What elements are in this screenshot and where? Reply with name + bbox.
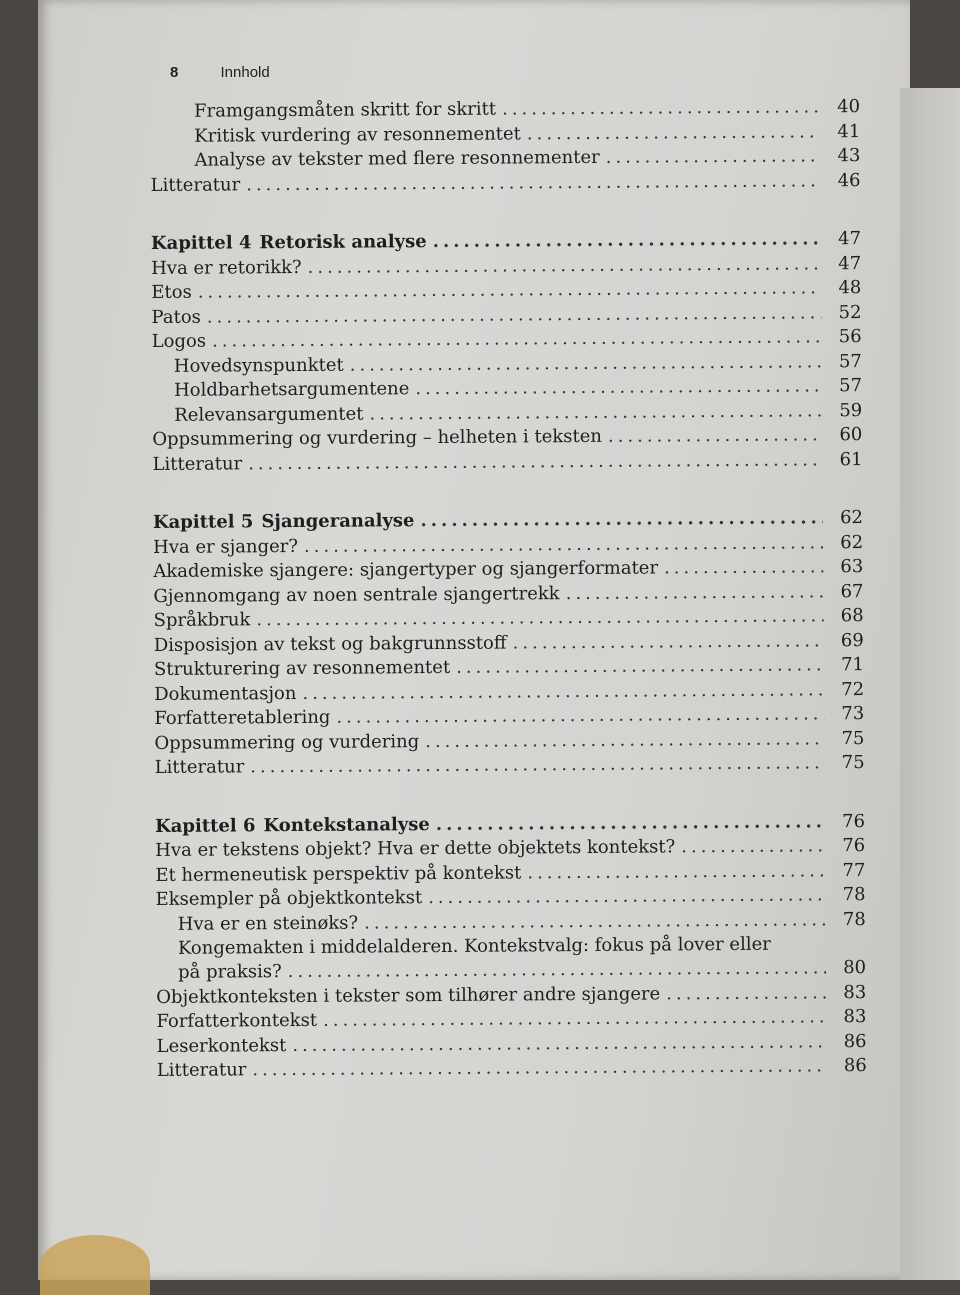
dot-leader	[308, 252, 822, 280]
entry-title: Litteratur	[152, 452, 243, 475]
toc-entry-row	[155, 751, 865, 780]
toc-entry-row	[157, 1054, 867, 1083]
entry-page-number: 71	[840, 654, 865, 676]
table-of-contents	[150, 95, 867, 1083]
chapter-name: Sjangeranalyse	[261, 510, 415, 533]
entry-title: Forfatterkontekst	[156, 1009, 318, 1032]
entry-page-number: 68	[840, 605, 864, 627]
dot-leader	[681, 834, 825, 859]
entry-title: Leserkontekst	[156, 1034, 287, 1057]
dot-leader	[336, 702, 824, 729]
entry-title: Hovedsynspunktet	[173, 354, 344, 377]
dot-leader	[292, 1030, 826, 1058]
entry-page-number: 83	[843, 981, 867, 1003]
thumb	[40, 1235, 150, 1295]
entry-page-number: 76	[842, 835, 866, 857]
dot-leader	[456, 653, 824, 680]
entry-page-number: 63	[840, 556, 864, 578]
entry-page-number: 57	[838, 350, 862, 372]
dot-leader	[248, 448, 823, 476]
entry-page-number: 43	[837, 145, 861, 167]
dot-leader	[608, 423, 823, 448]
chapter-title	[151, 230, 427, 256]
entry-page-number: 78	[842, 884, 866, 906]
entry-title: Oppsummering og vurdering – helheten i teksten	[152, 425, 603, 450]
entry-title: Et hermeneutisk perspektiv på kontekst	[155, 861, 522, 886]
entry-title: Patos	[151, 306, 201, 328]
entry-page-number: 47	[838, 252, 862, 274]
dot-leader	[606, 144, 821, 169]
toc-entry-row	[152, 448, 862, 477]
dot-leader	[436, 810, 825, 837]
dot-leader	[428, 883, 826, 910]
entry-page-number: 80	[843, 957, 867, 979]
dot-leader	[425, 727, 824, 754]
entry-title: Disposisjon av tekst og bakgrunnsstoff	[153, 632, 507, 656]
chapter-page-number: 76	[842, 810, 866, 832]
entry-page-number: 59	[839, 399, 863, 421]
entry-title-continued: på praksis?	[178, 961, 282, 983]
entry-title: Hva er en steinøks?	[177, 912, 359, 935]
entry-page-number: 46	[837, 169, 861, 191]
entry-title: Hva er tekstens objekt? Hva er dette objektets kontekst?	[155, 836, 676, 861]
dot-leader	[415, 374, 822, 401]
entry-title: Hva er sjanger?	[153, 535, 299, 558]
dot-leader	[513, 629, 824, 655]
entry-title: Analyse av tekster med flere resonnementer	[194, 146, 600, 171]
chapter-title	[155, 813, 430, 839]
dot-leader	[350, 350, 822, 377]
entry-page-number: 62	[840, 531, 864, 553]
dot-leader	[664, 555, 823, 580]
dot-leader	[420, 506, 823, 533]
dot-leader	[369, 399, 822, 426]
entry-page-number: 57	[839, 375, 863, 397]
dot-leader	[323, 1005, 826, 1033]
entry-title: Framgangsmåten skritt for skritt	[194, 98, 497, 122]
chapter-page-number: 47	[838, 228, 862, 250]
dot-leader	[198, 276, 822, 304]
entry-title: Etos	[151, 281, 192, 303]
toc-entry-row	[151, 169, 861, 198]
chapter-name: Kontekstanalyse	[263, 813, 430, 836]
dot-leader	[527, 859, 825, 885]
entry-title: Hva er retorikk?	[151, 256, 302, 279]
entry-page-number: 75	[841, 752, 865, 774]
entry-page-number: 83	[843, 1006, 867, 1028]
entry-page-number: 72	[841, 678, 865, 700]
header-title: Innhold	[220, 64, 270, 81]
entry-page-number: 73	[841, 703, 865, 725]
dot-leader	[666, 981, 826, 1006]
dot-leader	[302, 678, 824, 706]
chapter-name: Retorisk analyse	[259, 231, 427, 254]
chapter-number: Kapittel 6	[154, 814, 256, 837]
dot-leader	[527, 120, 821, 146]
entry-title: Kritisk vurdering av resonnementet	[194, 122, 521, 147]
section-gap	[151, 193, 861, 232]
running-header	[170, 64, 270, 81]
entry-page-number: 86	[843, 1030, 867, 1052]
entry-page-number: 41	[837, 120, 861, 142]
header-page-number: 8	[170, 64, 179, 81]
entry-title: Litteratur	[150, 173, 241, 196]
dot-leader	[212, 325, 822, 353]
entry-title: Akademiske sjangere: sjangertyper og sjangerformater	[153, 557, 659, 582]
next-page-edge	[900, 88, 960, 1280]
entry-title: Forfatteretablering	[154, 706, 331, 729]
dot-leader	[304, 531, 823, 559]
dot-leader	[502, 95, 820, 121]
entry-page-number: 78	[842, 908, 866, 930]
entry-page-number: 60	[839, 424, 863, 446]
chapter-page-number: 62	[839, 507, 864, 529]
toc-entry-first-line: Kongemakten i middelalderen. Kontekstvalg: fokus på lover eller	[177, 933, 771, 959]
entry-page-number: 86	[843, 1055, 867, 1077]
entry-page-number: 40	[837, 96, 861, 118]
dot-leader	[246, 169, 821, 197]
entry-title: Litteratur	[154, 756, 245, 778]
entry-page-number: 77	[842, 859, 866, 881]
entry-page-number: 61	[839, 448, 863, 470]
entry-title: Dokumentasjon	[154, 682, 297, 705]
entry-page-number: 56	[838, 326, 862, 348]
entry-title: Holdbarhetsargumentene	[173, 378, 410, 401]
dot-leader	[364, 908, 826, 935]
chapter-title	[153, 509, 415, 535]
entry-title: Objektkonteksten i tekster som tilhører andre sjangere	[156, 982, 661, 1008]
dot-leader	[288, 956, 827, 984]
entry-title: Gjennomgang av noen sentrale sjangertrekk	[153, 582, 560, 607]
entry-title: Språkbruk	[153, 609, 251, 631]
chapter-number: Kapittel 4	[150, 232, 252, 254]
dot-leader	[250, 751, 825, 779]
entry-page-number: 52	[838, 301, 862, 323]
dot-leader	[566, 580, 824, 606]
entry-page-number: 69	[840, 629, 864, 651]
toc-entry-row	[156, 908, 866, 937]
dot-leader	[252, 1054, 827, 1082]
entry-page-number: 67	[840, 580, 864, 602]
entry-title: Strukturering av resonnementet	[153, 656, 451, 680]
chapter-number: Kapittel 5	[152, 511, 254, 533]
entry-page-number: 75	[841, 727, 865, 749]
entry-title: Eksempler på objektkontekst	[155, 887, 423, 910]
dot-leader	[207, 301, 822, 329]
entry-page-number: 48	[838, 277, 862, 299]
entry-title: Relevansargumentet	[174, 403, 364, 426]
section-gap	[155, 776, 865, 815]
dot-leader	[433, 227, 821, 254]
entry-title: Oppsummering og vurdering	[154, 730, 420, 754]
entry-title: Litteratur	[156, 1059, 247, 1081]
section-gap	[153, 472, 863, 511]
entry-title: Logos	[151, 330, 207, 352]
dot-leader	[256, 604, 823, 632]
